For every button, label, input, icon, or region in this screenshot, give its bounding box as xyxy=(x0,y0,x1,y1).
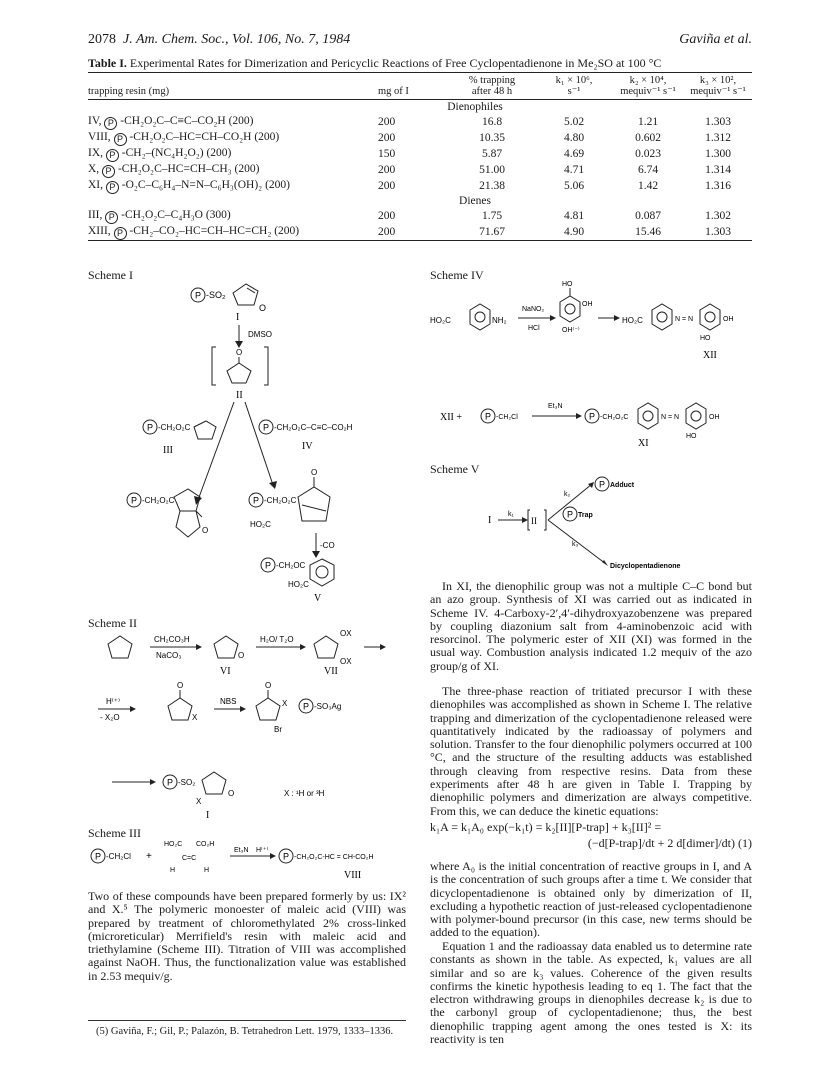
svg-text:O: O xyxy=(236,348,243,357)
svg-text:II: II xyxy=(531,516,537,526)
compound-VII xyxy=(314,629,352,677)
cell-k2: 0.087 xyxy=(635,210,661,222)
bromo-cyclopentenone xyxy=(256,681,288,734)
cell-k1: 4.90 xyxy=(563,226,585,238)
svg-text:-CH₂Cl: -CH₂Cl xyxy=(106,852,131,861)
svg-text:X: X xyxy=(282,699,288,708)
svg-text:O: O xyxy=(311,468,318,477)
table-row xyxy=(88,146,752,162)
col-header-mg: mg of I xyxy=(378,86,409,97)
svg-text:OX: OX xyxy=(340,629,352,638)
svg-text:HO: HO xyxy=(562,281,573,288)
cell-k3: 1.314 xyxy=(705,164,731,176)
cell-k1: 5.02 xyxy=(563,116,585,128)
svg-text:O: O xyxy=(265,681,272,690)
svg-text:-SO₂: -SO₂ xyxy=(206,290,226,300)
journal-volume: Vol. 106, No. 7, 1984 xyxy=(232,32,351,47)
dienophiles-group xyxy=(88,100,752,195)
col-header-k3: k₃ × 10², mequiv⁻¹ s⁻¹ xyxy=(690,75,746,97)
svg-text:-CH₂O₂C: -CH₂O₂C xyxy=(158,423,191,432)
scheme-4-diagram xyxy=(430,280,752,455)
svg-text:O: O xyxy=(259,303,267,313)
svg-text:IV: IV xyxy=(302,441,313,452)
svg-text:O: O xyxy=(177,681,184,690)
svg-text:P: P xyxy=(282,851,290,862)
cell-k1: 4.69 xyxy=(563,148,585,160)
svg-text:-CO: -CO xyxy=(320,541,335,550)
compound-I xyxy=(191,284,266,323)
svg-text:H₂O/ T₂O: H₂O/ T₂O xyxy=(260,635,294,644)
cell-mg: 200 xyxy=(378,132,396,144)
compound-V xyxy=(261,558,334,604)
compound-id: XIII, xyxy=(88,225,111,237)
svg-text:II: II xyxy=(236,390,243,401)
scheme-1-label: Scheme I xyxy=(88,268,133,282)
compound-id: X, xyxy=(88,163,100,175)
resin-formula: -CH₂–(NC₄H₂O₂) (200) xyxy=(121,147,232,159)
svg-text:P: P xyxy=(264,560,272,571)
svg-text:-CH₂O₂C–C≡C–CO₂H: -CH₂O₂C–C≡C–CO₂H xyxy=(274,423,353,432)
cell-mg: 200 xyxy=(378,210,396,222)
cell-k3: 1.300 xyxy=(705,148,731,160)
svg-text:+: + xyxy=(146,851,152,862)
cell-trapping: 5.87 xyxy=(481,148,503,160)
svg-text:HO₂C: HO₂C xyxy=(622,316,643,325)
compound-I-labeled xyxy=(163,772,234,821)
svg-text:- X₂O: - X₂O xyxy=(100,713,120,722)
svg-text:XII +: XII + xyxy=(440,412,463,423)
resin-formula: -CH₂–CO₂–HC=CH–HC=CH₂ (200) xyxy=(129,225,300,237)
cell-trapping: 71.67 xyxy=(479,226,505,238)
resin-formula: -CH₂O₂C–C≡C–CO₂H (200) xyxy=(120,115,254,127)
running-head xyxy=(88,32,752,52)
svg-text:P: P xyxy=(302,701,310,712)
table-title: Experimental Rates for Dimerization and Pericyclic Reactions of Free Cyclopentadienone in Me₂SO at 100 °C xyxy=(129,56,662,70)
cell-trapping: 21.38 xyxy=(479,180,505,192)
col-header-k2: k₂ × 10⁴, mequiv⁻¹ s⁻¹ xyxy=(620,75,676,97)
cell-trapping: 51.00 xyxy=(479,164,505,176)
cell-k3: 1.312 xyxy=(705,132,731,144)
equation-1-line1: k₁A = k₁A₀ exp(−k₁t) = k₂[II][P-trap] + k₃[II]² = xyxy=(430,820,662,834)
cyclopentenone-x xyxy=(168,681,198,722)
scheme-5-label: Scheme V xyxy=(430,462,480,476)
cell-k2: 1.42 xyxy=(637,180,659,192)
svg-text:k₂: k₂ xyxy=(564,491,571,498)
svg-text:P: P xyxy=(484,411,492,422)
svg-text:V: V xyxy=(314,593,322,604)
footnote-rule xyxy=(88,1020,406,1021)
aminobenzoic-acid xyxy=(470,304,490,330)
cell-resin xyxy=(88,178,378,194)
col-header-resin: trapping resin (mg) xyxy=(88,86,170,97)
svg-text:H: H xyxy=(204,867,210,874)
cell-trapping: 1.75 xyxy=(481,210,503,222)
svg-text:P: P xyxy=(194,290,202,301)
scheme-3-label: Scheme III xyxy=(88,826,141,840)
table-row xyxy=(88,162,752,178)
table-row xyxy=(88,178,752,194)
table-row xyxy=(88,208,752,224)
group-label-dienes: Dienes xyxy=(459,195,491,207)
scheme-3-diagram xyxy=(88,838,408,888)
equation-1-line2: (−d[P-trap]/dt + 2 d[dimer]/dt) (1) xyxy=(587,836,752,850)
svg-text:Br: Br xyxy=(274,725,282,734)
cell-mg: 200 xyxy=(378,180,396,192)
svg-text:OX: OX xyxy=(340,657,352,666)
compound-XII xyxy=(652,304,734,361)
table-caption xyxy=(88,56,752,71)
svg-text:CO₂H: CO₂H xyxy=(196,841,215,848)
svg-text:I: I xyxy=(488,515,492,526)
cell-mg: 200 xyxy=(378,226,396,238)
svg-text:H: H xyxy=(170,867,176,874)
svg-text:-SO₃Ag: -SO₃Ag xyxy=(314,702,342,711)
svg-text:I: I xyxy=(206,810,210,821)
svg-text:NaNO₂: NaNO₂ xyxy=(522,306,545,313)
right-paragraph-2: The three-phase reaction of tritiated precursor I with these dienophiles was accomplished as shown in Scheme I. The relative trapping and dimerization of the cyclopentadienone released were quantitatively indicated by the radioassay of polymers and solution. Transfer to the four dienophilic polymers occurred at 100 °C, and the structure of the resulting adducts was established through cleaving from respective resins. Data from these experiments after 48 h are given in Table I. Trapping by dienophilic polymers and dimerization are always competitive. From this, we can deduce the kinetic equations: xyxy=(430,684,752,818)
svg-text:N = N: N = N xyxy=(675,316,694,323)
compound-VI xyxy=(214,636,244,677)
svg-text:P: P xyxy=(598,479,606,490)
polymer-p-icon: P xyxy=(104,117,117,130)
cell-k1: 4.71 xyxy=(563,164,585,176)
journal-citation xyxy=(88,32,350,48)
svg-text:HO₂C: HO₂C xyxy=(288,580,309,589)
rate-table xyxy=(88,72,752,241)
cell-k2: 0.602 xyxy=(635,132,661,144)
svg-text:-CH₂O₂C-HC = CH-CO₂H: -CH₂O₂C-HC = CH-CO₂H xyxy=(294,854,374,861)
svg-text:OH: OH xyxy=(582,301,593,308)
col-header-k1: k₁ × 10⁶, s⁻¹ xyxy=(555,75,593,97)
cell-mg: 150 xyxy=(378,148,396,160)
svg-text:HO: HO xyxy=(700,335,711,342)
cell-k1: 5.06 xyxy=(563,180,585,192)
table-label: Table I. xyxy=(88,56,127,70)
scheme-4-label: Scheme IV xyxy=(430,268,484,282)
svg-text:X: X xyxy=(196,797,202,806)
table-row xyxy=(88,224,752,241)
svg-text:X: X xyxy=(192,713,198,722)
cell-trapping: 10.35 xyxy=(479,132,505,144)
adduct-III xyxy=(127,489,208,537)
cell-mg: 200 xyxy=(378,164,396,176)
resin-formula: -O₂C–C₆H₄–N=N–C₆H₃(OH)₂ (200) xyxy=(121,179,290,191)
svg-text:NaCO₃: NaCO₃ xyxy=(156,651,182,660)
compound-II xyxy=(212,347,268,401)
svg-text:-CH₂Cl: -CH₂Cl xyxy=(496,414,518,421)
scheme-1-diagram xyxy=(88,275,408,605)
svg-text:P: P xyxy=(588,411,596,422)
svg-text:P: P xyxy=(262,422,270,433)
svg-text:O: O xyxy=(228,789,235,798)
svg-text:X : ¹H or ³H: X : ¹H or ³H xyxy=(284,789,325,798)
svg-text:H⁽⁺⁾: H⁽⁺⁾ xyxy=(256,847,269,854)
cell-k2: 0.023 xyxy=(635,148,661,160)
svg-text:HCl: HCl xyxy=(528,325,540,332)
cyclopentadiene xyxy=(108,636,132,658)
svg-text:XII: XII xyxy=(703,350,717,361)
svg-text:-CH₂OC: -CH₂OC xyxy=(276,561,306,570)
svg-text:NBS: NBS xyxy=(220,697,237,706)
svg-text:P: P xyxy=(146,422,154,433)
svg-text:C=C: C=C xyxy=(182,855,197,862)
svg-text:-CH₂O₂C: -CH₂O₂C xyxy=(142,496,175,505)
cell-resin xyxy=(88,130,378,146)
footnote-5: (5) Gaviña, F.; Gil, P.; Palazón, B. Tetrahedron Lett. 1979, 1333–1336. xyxy=(96,1026,394,1037)
svg-text:Dicyclopentadienone: Dicyclopentadienone xyxy=(610,563,681,570)
cell-k3: 1.303 xyxy=(705,226,731,238)
svg-text:-SO₂: -SO₂ xyxy=(178,778,196,787)
svg-text:CH₂CO₃H: CH₂CO₃H xyxy=(154,635,190,644)
svg-text:HO₂C: HO₂C xyxy=(164,841,183,848)
svg-text:O: O xyxy=(238,651,245,660)
cell-k1: 4.81 xyxy=(563,210,585,222)
maleic-acid xyxy=(164,841,214,874)
adduct-IV xyxy=(249,468,330,529)
right-paragraph-4: Equation 1 and the radioassay data enabled us to determine rate constants as shown in the table. As expected, k₁ values are all similar and so are k₃ values. Coherence of the given results confirms the kinetic hypothesis leading to eq 1. The fact that the electron withdrawing groups in dienophiles decrease k₂ is due to the carbonyl group of cyclopentadienone; thus, the best dienophilic trapping agent among the ones tested is X: its reactivity is ten xyxy=(430,939,752,1047)
compound-id: III, xyxy=(88,209,103,221)
compound-id: IV, xyxy=(88,115,102,127)
scheme-5-diagram xyxy=(430,476,752,576)
compound-XI xyxy=(585,403,720,449)
svg-text:P: P xyxy=(130,495,138,506)
svg-text:XI: XI xyxy=(638,438,649,449)
svg-text:-CH₂O₂C: -CH₂O₂C xyxy=(600,414,629,421)
svg-text:OH: OH xyxy=(709,414,720,421)
polymer-p-icon: P xyxy=(106,149,119,162)
svg-text:P: P xyxy=(566,509,574,520)
cell-resin xyxy=(88,162,378,178)
svg-text:HO₂C: HO₂C xyxy=(250,520,271,529)
cell-resin xyxy=(88,114,378,130)
svg-text:VII: VII xyxy=(324,666,338,677)
table-row xyxy=(88,130,752,146)
resin-formula: -CH₂O₂C–C₄H₃O (300) xyxy=(121,209,231,221)
compound-III xyxy=(143,420,216,456)
polymer-p-icon: P xyxy=(106,181,119,194)
polymer-p-icon: P xyxy=(102,165,115,178)
svg-text:OH⁽⁻⁾: OH⁽⁻⁾ xyxy=(562,327,580,334)
cell-resin xyxy=(88,146,378,162)
resin-formula: -CH₂O₂C–HC=CH–CO₂H (200) xyxy=(129,131,280,143)
cell-k3: 1.303 xyxy=(705,116,731,128)
svg-text:P: P xyxy=(94,851,102,862)
journal-name: J. Am. Chem. Soc., xyxy=(123,32,229,47)
svg-text:P: P xyxy=(252,495,260,506)
cell-k2: 15.46 xyxy=(635,226,661,238)
svg-text:VI: VI xyxy=(220,666,231,677)
svg-text:OH: OH xyxy=(723,316,734,323)
page-number: 2078 xyxy=(88,32,116,47)
svg-text:HO₂C: HO₂C xyxy=(430,316,451,325)
compound-id: VIII, xyxy=(88,131,111,143)
author-header: Gaviña et al. xyxy=(679,32,752,47)
cell-k2: 1.21 xyxy=(637,116,659,128)
svg-text:III: III xyxy=(163,445,173,456)
scheme-2-diagram xyxy=(88,622,408,822)
cell-resin xyxy=(88,208,378,224)
svg-text:NH₂: NH₂ xyxy=(492,316,507,325)
compound-IV xyxy=(259,420,353,452)
scheme-2-label: Scheme II xyxy=(88,616,137,630)
group-label-dienophiles: Dienophiles xyxy=(447,101,503,113)
resin-formula: -CH₂O₂C–HC=CH–CH₃ (200) xyxy=(117,163,260,175)
svg-text:N = N: N = N xyxy=(661,414,680,421)
dienes-group xyxy=(88,194,752,241)
cell-resin xyxy=(88,224,378,241)
svg-text:P: P xyxy=(166,777,174,788)
cell-k1: 4.80 xyxy=(563,132,585,144)
cell-mg: 200 xyxy=(378,116,396,128)
svg-text:Trap: Trap xyxy=(578,512,593,519)
cell-k3: 1.302 xyxy=(705,210,731,222)
svg-text:Et₃N: Et₃N xyxy=(234,847,249,854)
left-paragraph: Two of these compounds have been prepared formerly by us: IX² and X.⁵ The polymeric monoester of maleic acid (VIII) was prepared by treatment of chloromethylated 2% cross-linked (microreticular) Merrifield's resin with maleic acid and triethylamine (Scheme III). Titration of VIII was accomplished against NaOH. Thus, the functionalization value was established in 2.53 mequiv/g. xyxy=(88,889,406,983)
svg-text:DMSO: DMSO xyxy=(248,330,272,339)
cell-k2: 6.74 xyxy=(637,164,659,176)
right-paragraph-3: where A₀ is the initial concentration of reactive groups in I, and A is the concentration of such groups after a time t. We consider that dicyclopentadienone is obtained only by dimerization of II, excluding a hypothetic reaction of just-released cyclopentadienone with polymer-bound precursor (in this case, new terms should be added to the equation). xyxy=(430,859,752,940)
svg-text:Et₃N: Et₃N xyxy=(548,403,563,410)
cell-trapping: 16.8 xyxy=(481,116,503,128)
compound-id: XI, xyxy=(88,179,104,191)
svg-text:I: I xyxy=(236,312,240,323)
polymer-p-icon: P xyxy=(114,227,127,240)
col-header-trapping: % trapping after 48 h xyxy=(468,75,516,97)
svg-text:k₃: k₃ xyxy=(572,541,579,548)
table-row xyxy=(88,114,752,130)
svg-text:O: O xyxy=(202,526,209,535)
svg-text:HO: HO xyxy=(686,433,697,440)
svg-text:VIII: VIII xyxy=(344,870,362,881)
svg-text:Adduct: Adduct xyxy=(610,482,635,489)
compound-id: IX, xyxy=(88,147,104,159)
polymer-p-icon: P xyxy=(105,211,118,224)
cell-k3: 1.316 xyxy=(705,180,731,192)
table-header-row xyxy=(88,73,752,100)
svg-text:-CH₂O₂C: -CH₂O₂C xyxy=(264,496,297,505)
resorcinol xyxy=(560,281,593,322)
right-paragraph-1: In XI, the dienophilic group was not a multiple C–C bond but an azo group. Synthesis of XI was carried out as indicated in Scheme IV. 4-Carboxy-2′,4′-dihydroxyazobenzene was prepared by coupling diazonium salt from 4-aminobenzoic acid with resorcinol. The polymeric ester of XII (XI) was formed in the usual way. Combustion analysis indicated 1.2 mequiv of the azo group/g of XI. xyxy=(430,579,752,673)
polymer-p-icon: P xyxy=(114,133,127,146)
svg-text:k₁: k₁ xyxy=(508,511,514,518)
svg-text:H⁽⁺⁾: H⁽⁺⁾ xyxy=(106,697,120,706)
